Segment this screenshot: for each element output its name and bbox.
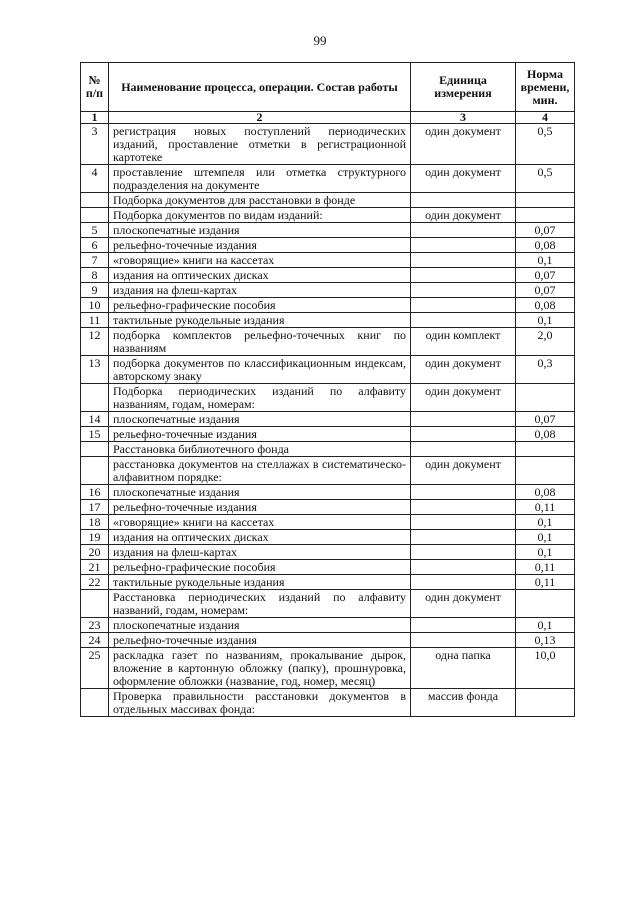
row-description: «говорящие» книги на кассетах bbox=[109, 515, 411, 530]
row-norm: 0,3 bbox=[516, 356, 575, 384]
row-unit bbox=[411, 298, 516, 313]
table-row bbox=[81, 356, 575, 384]
table-row bbox=[81, 412, 575, 427]
row-number bbox=[81, 193, 109, 208]
table-row bbox=[81, 530, 575, 545]
row-unit bbox=[411, 618, 516, 633]
row-unit bbox=[411, 223, 516, 238]
col-number: 3 bbox=[411, 112, 516, 124]
table-row bbox=[81, 328, 575, 356]
header-norm: Норма времени, мин. bbox=[516, 63, 575, 112]
row-description: рельефно-точечные издания bbox=[109, 500, 411, 515]
row-number: 11 bbox=[81, 313, 109, 328]
row-norm: 0,07 bbox=[516, 268, 575, 283]
row-unit bbox=[411, 515, 516, 530]
header-unit: Единица измерения bbox=[411, 63, 516, 112]
row-description: плоскопечатные издания bbox=[109, 485, 411, 500]
row-number: 12 bbox=[81, 328, 109, 356]
row-description: рельефно-графические пособия bbox=[109, 560, 411, 575]
header-name: Наименование процесса, операции. Состав работы bbox=[109, 63, 411, 112]
header-row bbox=[81, 63, 575, 112]
row-description: Подборка периодических изданий по алфавиту названиям, годам, номерам: bbox=[109, 384, 411, 412]
row-number: 5 bbox=[81, 223, 109, 238]
row-norm: 0,08 bbox=[516, 238, 575, 253]
row-unit bbox=[411, 427, 516, 442]
row-number bbox=[81, 689, 109, 717]
row-norm: 2,0 bbox=[516, 328, 575, 356]
row-number: 15 bbox=[81, 427, 109, 442]
row-norm: 0,1 bbox=[516, 618, 575, 633]
table-row bbox=[81, 500, 575, 515]
table-row bbox=[81, 515, 575, 530]
col-number: 2 bbox=[109, 112, 411, 124]
table-row bbox=[81, 485, 575, 500]
row-number: 22 bbox=[81, 575, 109, 590]
row-unit bbox=[411, 253, 516, 268]
row-norm bbox=[516, 442, 575, 457]
row-number: 4 bbox=[81, 165, 109, 193]
row-number: 7 bbox=[81, 253, 109, 268]
row-number: 6 bbox=[81, 238, 109, 253]
row-number bbox=[81, 457, 109, 485]
table-row bbox=[81, 442, 575, 457]
row-number: 17 bbox=[81, 500, 109, 515]
row-number bbox=[81, 208, 109, 223]
row-description: расстановка документов на стеллажах в систематическо-алфавитном порядке: bbox=[109, 457, 411, 485]
row-description: «говорящие» книги на кассетах bbox=[109, 253, 411, 268]
row-norm: 0,11 bbox=[516, 560, 575, 575]
row-unit: массив фонда bbox=[411, 689, 516, 717]
row-description: Подборка документов для расстановки в фонде bbox=[109, 193, 411, 208]
row-description: тактильные рукодельные издания bbox=[109, 575, 411, 590]
row-unit bbox=[411, 633, 516, 648]
row-number: 23 bbox=[81, 618, 109, 633]
column-numbers-row bbox=[81, 112, 575, 124]
row-norm: 0,07 bbox=[516, 412, 575, 427]
row-description: плоскопечатные издания bbox=[109, 223, 411, 238]
row-norm: 0,1 bbox=[516, 545, 575, 560]
row-norm: 0,1 bbox=[516, 313, 575, 328]
row-unit bbox=[411, 238, 516, 253]
row-description: рельефно-графические пособия bbox=[109, 298, 411, 313]
row-description: издания на флеш-картах bbox=[109, 545, 411, 560]
row-number: 16 bbox=[81, 485, 109, 500]
table-row bbox=[81, 384, 575, 412]
row-number bbox=[81, 384, 109, 412]
row-number: 9 bbox=[81, 283, 109, 298]
table-row bbox=[81, 313, 575, 328]
row-unit: один документ bbox=[411, 384, 516, 412]
row-norm bbox=[516, 590, 575, 618]
table-row bbox=[81, 238, 575, 253]
table-row bbox=[81, 427, 575, 442]
row-unit bbox=[411, 530, 516, 545]
row-description: издания на оптических дисках bbox=[109, 530, 411, 545]
col-number: 4 bbox=[516, 112, 575, 124]
row-description: Подборка документов по видам изданий: bbox=[109, 208, 411, 223]
row-description: рельефно-точечные издания bbox=[109, 427, 411, 442]
table-row bbox=[81, 283, 575, 298]
row-unit: один документ bbox=[411, 457, 516, 485]
row-unit: один документ bbox=[411, 356, 516, 384]
row-unit bbox=[411, 193, 516, 208]
row-unit: один документ bbox=[411, 165, 516, 193]
row-description: проставление штемпеля или отметка структурного подразделения на документе bbox=[109, 165, 411, 193]
table-body bbox=[81, 124, 575, 717]
row-unit: один документ bbox=[411, 590, 516, 618]
row-number: 21 bbox=[81, 560, 109, 575]
row-number: 13 bbox=[81, 356, 109, 384]
row-norm: 0,07 bbox=[516, 283, 575, 298]
row-norm: 0,11 bbox=[516, 500, 575, 515]
row-norm: 0,1 bbox=[516, 515, 575, 530]
header-num: № п/п bbox=[81, 63, 109, 112]
table-row bbox=[81, 208, 575, 223]
row-number: 3 bbox=[81, 124, 109, 165]
table-row bbox=[81, 618, 575, 633]
row-unit bbox=[411, 500, 516, 515]
table-row bbox=[81, 590, 575, 618]
row-unit bbox=[411, 313, 516, 328]
row-unit: один документ bbox=[411, 124, 516, 165]
row-norm: 10,0 bbox=[516, 648, 575, 689]
table-row bbox=[81, 124, 575, 165]
row-unit: одна папка bbox=[411, 648, 516, 689]
table-row bbox=[81, 165, 575, 193]
row-description: плоскопечатные издания bbox=[109, 412, 411, 427]
norms-table bbox=[80, 62, 575, 717]
page-number: 99 bbox=[313, 33, 327, 48]
row-description: Расстановка периодических изданий по алфавиту названий, годам, номерам: bbox=[109, 590, 411, 618]
row-description: тактильные рукодельные издания bbox=[109, 313, 411, 328]
table-row bbox=[81, 689, 575, 717]
row-number: 10 bbox=[81, 298, 109, 313]
row-unit bbox=[411, 575, 516, 590]
row-number: 24 bbox=[81, 633, 109, 648]
row-unit bbox=[411, 283, 516, 298]
row-unit bbox=[411, 560, 516, 575]
row-number bbox=[81, 590, 109, 618]
row-norm bbox=[516, 208, 575, 223]
row-description: подборка документов по классификационным индексам, авторскому знаку bbox=[109, 356, 411, 384]
table-row bbox=[81, 545, 575, 560]
table-row bbox=[81, 253, 575, 268]
row-number: 14 bbox=[81, 412, 109, 427]
table-row bbox=[81, 633, 575, 648]
row-norm bbox=[516, 689, 575, 717]
row-norm: 0,08 bbox=[516, 298, 575, 313]
row-unit bbox=[411, 268, 516, 283]
row-norm: 0,13 bbox=[516, 633, 575, 648]
row-description: подборка комплектов рельефно-точечных книг по названиям bbox=[109, 328, 411, 356]
row-norm bbox=[516, 384, 575, 412]
row-unit: один документ bbox=[411, 208, 516, 223]
row-description: Проверка правильности расстановки документов в отдельных массивах фонда: bbox=[109, 689, 411, 717]
row-unit: один комплект bbox=[411, 328, 516, 356]
row-norm bbox=[516, 457, 575, 485]
table-row bbox=[81, 560, 575, 575]
row-norm: 0,07 bbox=[516, 223, 575, 238]
table-row bbox=[81, 457, 575, 485]
table-row bbox=[81, 298, 575, 313]
row-norm: 0,08 bbox=[516, 427, 575, 442]
row-number: 20 bbox=[81, 545, 109, 560]
row-unit bbox=[411, 545, 516, 560]
row-number bbox=[81, 442, 109, 457]
col-number: 1 bbox=[81, 112, 109, 124]
row-description: Расстановка библиотечного фонда bbox=[109, 442, 411, 457]
row-unit bbox=[411, 442, 516, 457]
row-norm bbox=[516, 193, 575, 208]
row-description: издания на оптических дисках bbox=[109, 268, 411, 283]
row-norm: 0,1 bbox=[516, 530, 575, 545]
row-number: 8 bbox=[81, 268, 109, 283]
row-unit bbox=[411, 485, 516, 500]
row-norm: 0,5 bbox=[516, 124, 575, 165]
table-row bbox=[81, 268, 575, 283]
row-norm: 0,1 bbox=[516, 253, 575, 268]
row-norm: 0,11 bbox=[516, 575, 575, 590]
table-row bbox=[81, 575, 575, 590]
row-description: издания на флеш-картах bbox=[109, 283, 411, 298]
row-number: 19 bbox=[81, 530, 109, 545]
table-row bbox=[81, 223, 575, 238]
row-norm: 0,5 bbox=[516, 165, 575, 193]
row-description: рельефно-точечные издания bbox=[109, 633, 411, 648]
row-description: регистрация новых поступлений периодических изданий, проставление отметки в регистрационной картотеке bbox=[109, 124, 411, 165]
row-description: рельефно-точечные издания bbox=[109, 238, 411, 253]
row-number: 18 bbox=[81, 515, 109, 530]
row-number: 25 bbox=[81, 648, 109, 689]
row-norm: 0,08 bbox=[516, 485, 575, 500]
row-description: плоскопечатные издания bbox=[109, 618, 411, 633]
row-unit bbox=[411, 412, 516, 427]
table-row bbox=[81, 648, 575, 689]
row-description: раскладка газет по названиям, прокалывание дырок, вложение в картонную обложку (папку), прошнуровка, оформление обложки (название, год, номер, месяц) bbox=[109, 648, 411, 689]
table-row bbox=[81, 193, 575, 208]
